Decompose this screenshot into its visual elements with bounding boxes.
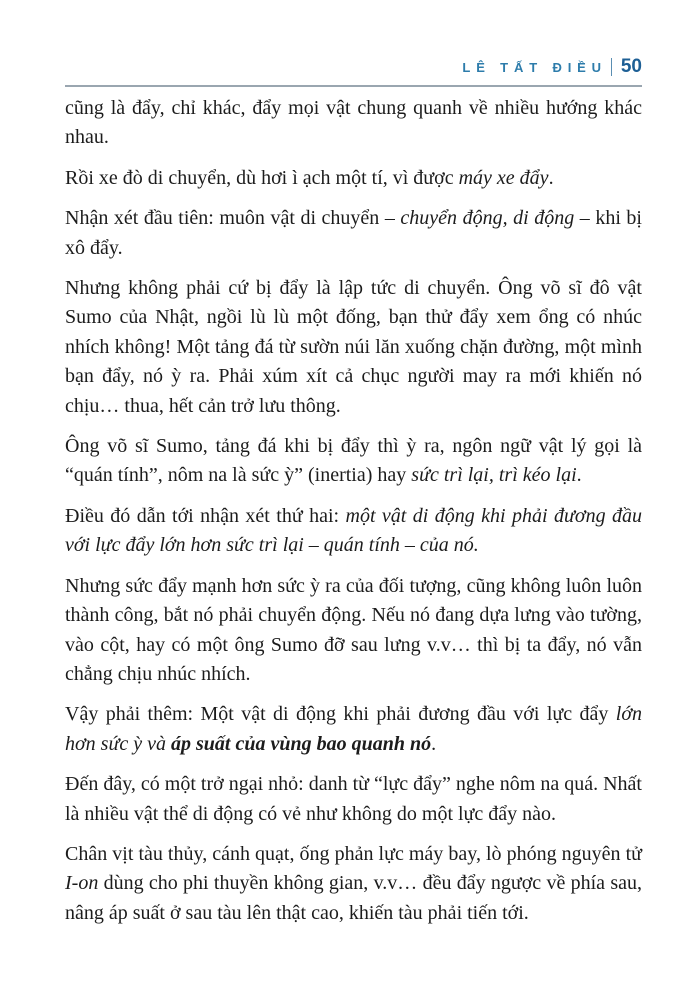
paragraph [65,502,642,561]
paragraph [65,274,642,421]
text-run: . [576,464,582,487]
text-run: . [548,166,554,189]
text-run: Đến đây, có một trở ngại nhỏ: danh từ “lực đẩy” nghe nôm na quá. Nhất là nhiều vật thể di động có vẻ như không do một lực đẩy nào. [65,773,642,825]
paragraph [65,204,642,263]
italic-run: một vật di động khi phải đương đầu với lực đẩy lớn hơn sức trì lại – quán tính – của nó. [65,504,643,557]
italic-run: I-on [65,872,99,895]
text-run: Nhận xét đầu tiên: muôn vật di chuyển – [65,207,401,230]
paragraph [65,700,642,759]
text-run: Nhưng sức đẩy mạnh hơn sức ỳ ra của đối tượng, cũng không luôn luôn thành công, bắt nó phải chuyển động. Nếu nó đang dựa lưng vào tường, vào cột, hay có một ông Sumo đỡ sau lưng v.v… thì bị ta đẩy, nó vẫn chẳng chịu nhúc nhích. [65,574,642,685]
text-run: Ông võ sĩ Sumo, tảng đá khi bị đẩy thì ỳ ra, ngôn ngữ vật lý gọi là “quán tính”, nôm na là sức ỳ” (inertia) hay [65,435,642,487]
paragraph [65,164,642,193]
author-name: LÊ TẤT ĐIỀU [462,60,607,75]
italic-run: máy xe đẩy [458,166,549,189]
text-run: Điều đó dẫn tới nhận xét thứ hai: [65,504,346,527]
page-number: 50 [620,56,642,77]
paragraph [65,94,642,153]
page-header [65,56,642,88]
text-run: Rồi xe đò di chuyển, dù hơi ì ạch một tí, vì được [65,166,459,189]
page-body [65,94,642,939]
text-run: Vậy phải thêm: Một vật di động khi phải đương đầu với lực đẩy [65,703,616,726]
text-run: Nhưng không phải cứ bị đẩy là lập tức di chuyển. Ông võ sĩ đô vật Sumo của Nhật, ngồi lù lù một đống, bạn thử đẩy xem ổng có nhúc nhích không! Một tảng đá từ sườn núi lăn xuống chặn đường, một mình bạn đẩy, nó ỳ ra. Phải xúm xít cả chục người may ra mới khiến nó chịu… thua, hết cản trở lưu thông. [65,277,642,417]
text-run: – khi bị xô đẩy. [65,207,642,259]
paragraph [65,840,642,928]
header-separator: | [609,56,613,77]
text-run: cũng là đẩy, chỉ khác, đẩy mọi vật chung quanh về nhiều hướng khác nhau. [65,97,642,149]
bold-italic-run: áp suất của vùng bao quanh nó [171,732,432,755]
italic-run: sức trì lại, trì kéo lại [411,464,577,487]
text-run: dùng cho phi thuyền không gian, v.v… đều đẩy ngược về phía sau, nâng áp suất ở sau tàu lên thật cao, khiến tàu phải tiến tới. [65,872,642,924]
text-run: . [431,732,437,755]
italic-run: chuyển động, di động [400,207,575,230]
running-head [462,56,642,78]
paragraph [65,572,642,690]
paragraph [65,432,642,491]
text-run: Chân vịt tàu thủy, cánh quạt, ống phản lực máy bay, lò phóng nguyên tử [65,842,642,865]
header-divider [65,85,642,87]
paragraph [65,770,642,829]
italic-run: lớn hơn sức ỳ và [65,703,642,755]
